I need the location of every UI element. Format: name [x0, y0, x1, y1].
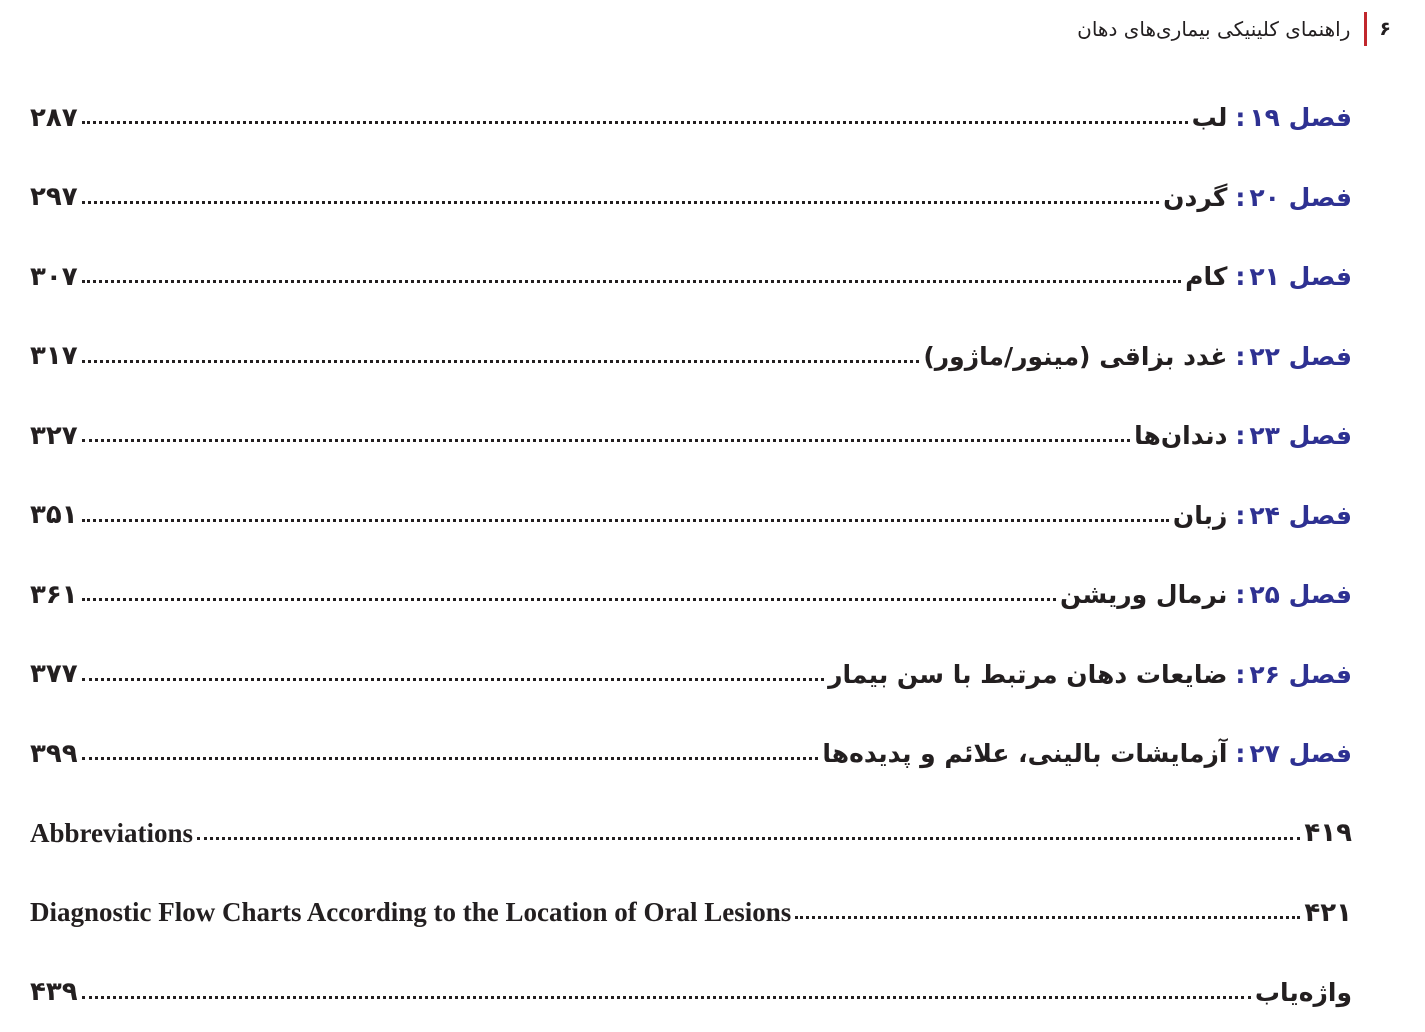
entry-title: Abbreviations	[30, 818, 193, 849]
chapter-label: فصل	[1289, 580, 1352, 609]
chapter-label: فصل	[1289, 342, 1352, 371]
page-ref: ۳۹۹	[30, 739, 78, 769]
entry-title: واژه‌یاب	[1255, 978, 1352, 1007]
dot-leader	[82, 598, 1056, 601]
page-ref: ۳۲۷	[30, 421, 78, 451]
chapter-label: فصل	[1289, 660, 1352, 689]
page-ref: ۳۶۱	[30, 580, 78, 610]
chapter-label: فصل	[1289, 183, 1352, 212]
chapter-number: ۲۱	[1249, 262, 1280, 291]
dot-leader	[82, 678, 824, 681]
chapter-colon: :	[1235, 739, 1245, 768]
entry-title	[1185, 262, 1352, 291]
page-ref: ۲۹۷	[30, 182, 78, 212]
chapter-label: فصل	[1289, 262, 1352, 291]
chapter-number: ۲۴	[1249, 501, 1280, 530]
toc-entry-chapter-22[interactable]	[30, 317, 1352, 397]
chapter-title: غدد بزاقی (مینور/ماژور)	[923, 342, 1227, 371]
chapter-colon: :	[1235, 342, 1245, 371]
chapter-number: ۲۲	[1249, 342, 1280, 371]
page-ref: ۴۱۹	[1304, 818, 1352, 848]
dot-leader	[82, 360, 920, 363]
toc-entry-abbreviations[interactable]	[30, 794, 1352, 874]
chapter-number: ۲۳	[1249, 421, 1280, 450]
book-title: راهنمای کلینیکی بیماری‌های دهان	[1077, 17, 1350, 41]
chapter-title: کام	[1185, 262, 1227, 291]
dot-leader	[82, 280, 1182, 283]
chapter-label: فصل	[1289, 421, 1352, 450]
chapter-title: گردن	[1163, 183, 1227, 212]
toc-entry-chapter-19[interactable]	[30, 78, 1352, 158]
dot-leader	[82, 201, 1160, 204]
header-divider	[1364, 12, 1367, 46]
chapter-title: دندان‌ها	[1134, 421, 1227, 450]
toc-entry-chapter-21[interactable]	[30, 237, 1352, 317]
chapter-title: نرمال وریشن	[1060, 580, 1227, 609]
chapter-colon: :	[1235, 501, 1245, 530]
toc-entry-chapter-27[interactable]	[30, 714, 1352, 794]
chapter-label: فصل	[1289, 501, 1352, 530]
chapter-colon: :	[1235, 103, 1245, 132]
dot-leader	[197, 837, 1300, 840]
chapter-title: آزمایشات بالینی، علائم و پدیده‌ها	[822, 739, 1227, 768]
chapter-colon: :	[1235, 183, 1245, 212]
chapter-colon: :	[1235, 262, 1245, 291]
entry-title	[1192, 103, 1352, 132]
entry-title	[1060, 580, 1352, 609]
dot-leader	[82, 519, 1169, 522]
chapter-label: فصل	[1289, 103, 1352, 132]
dot-leader	[82, 121, 1188, 124]
toc-entry-chapter-24[interactable]	[30, 476, 1352, 556]
page-ref: ۴۲۱	[1304, 898, 1352, 928]
entry-title	[828, 660, 1352, 689]
entry-title	[923, 342, 1352, 371]
chapter-colon: :	[1235, 660, 1245, 689]
chapter-number: ۲۷	[1249, 739, 1280, 768]
entry-title: Diagnostic Flow Charts According to the Location of Oral Lesions	[30, 897, 791, 928]
page-ref: ۳۰۷	[30, 262, 78, 292]
chapter-colon: :	[1235, 580, 1245, 609]
entry-title	[1134, 421, 1352, 450]
entry-title	[1173, 501, 1352, 530]
toc-entry-chapter-23[interactable]	[30, 396, 1352, 476]
page-ref: ۳۱۷	[30, 341, 78, 371]
chapter-colon: :	[1235, 421, 1245, 450]
toc-entry-chapter-26[interactable]	[30, 635, 1352, 715]
toc-entry-index[interactable]	[30, 953, 1352, 1032]
chapter-label: فصل	[1289, 739, 1352, 768]
chapter-number: ۱۹	[1249, 103, 1280, 132]
dot-leader	[82, 757, 819, 760]
dot-leader	[82, 439, 1131, 442]
running-head	[1077, 10, 1391, 48]
entry-title	[1163, 183, 1352, 212]
page-ref: ۳۷۷	[30, 659, 78, 689]
page-ref: ۴۳۹	[30, 977, 78, 1007]
entry-title	[822, 739, 1352, 768]
chapter-number: ۲۶	[1249, 660, 1280, 689]
table-of-contents	[30, 78, 1352, 1032]
dot-leader	[795, 916, 1300, 919]
page-ref: ۲۸۷	[30, 103, 78, 133]
toc-entry-chapter-25[interactable]	[30, 555, 1352, 635]
chapter-title: ضایعات دهان مرتبط با سن بیمار	[828, 660, 1227, 689]
chapter-title: زبان	[1173, 501, 1228, 530]
chapter-number: ۲۰	[1249, 183, 1280, 212]
chapter-title: لب	[1192, 103, 1228, 132]
toc-entry-chapter-20[interactable]	[30, 158, 1352, 238]
chapter-number: ۲۵	[1249, 580, 1280, 609]
page-ref: ۳۵۱	[30, 500, 78, 530]
dot-leader	[82, 996, 1251, 999]
page-number: ۶	[1379, 18, 1391, 40]
toc-entry-flow-charts[interactable]	[30, 873, 1352, 953]
